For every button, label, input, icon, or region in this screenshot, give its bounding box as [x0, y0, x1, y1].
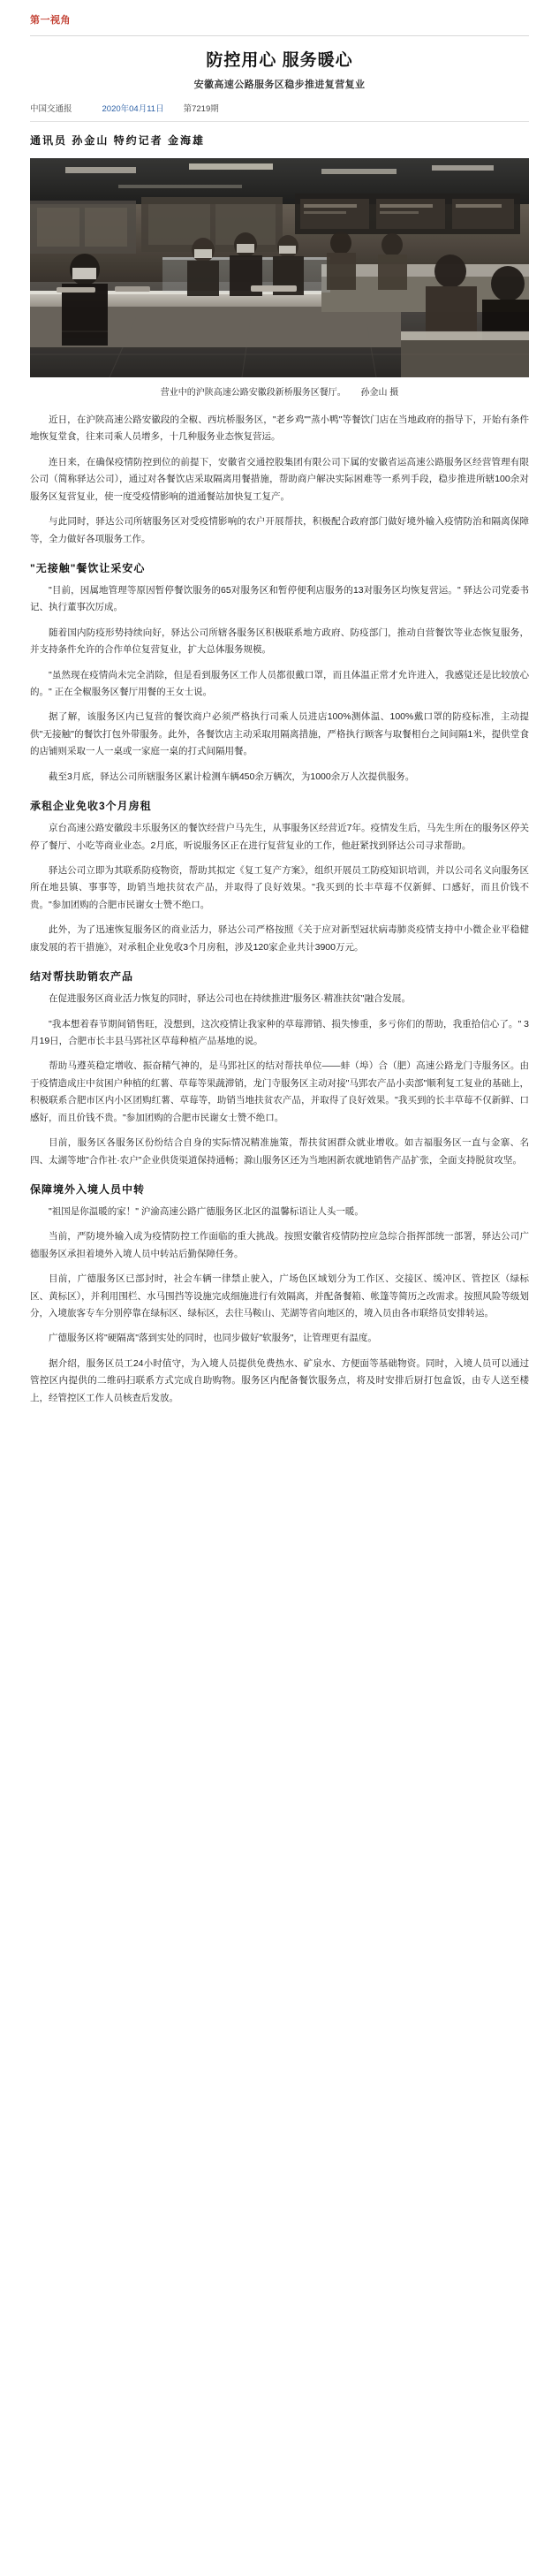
rent-waiver-paragraph-2: 驿达公司立即为其联系防疫物资，帮助其拟定《复工复产方案》，组织开展员工防疫知识培训，并以公司名义向服务区所在地县镇、事事等，助销当地扶贫农产品，并取得了良好效果。"我买到的长丰草莓不仅新鲜、口感好，而且价钱不贵。"参加团购的合肥市民谢女士赞不绝口。: [30, 865, 529, 910]
kicker-divider: [30, 35, 529, 36]
overseas-paragraph-4: 广德服务区将"硬隔离"落到实处的同时，也同步做好"软服务"，让管理更有温度。: [49, 1333, 377, 1344]
rent-waiver-paragraph-1: 京台高速公路安徽段丰乐服务区的餐饮经营户马先生，从事服务区经营近7年。疫情发生后，马先生所在的服务区停关停了餐厅、小吃等商业业态。2月底，听说服务区正在进行复营复业的工作，他赶紧找到驿达公司寻求帮助。: [30, 823, 529, 851]
poverty-aid-paragraph-2: "我本想着春节期间销售旺，没想到，这次疫情让我家种的草莓滞销、损失惨重，多亏你们的帮助，我重拾信心了。" 3月19日，合肥市长丰县马郢社区草莓种植产品基地的说。: [30, 1018, 529, 1046]
poverty-aid-paragraph-4: 目前，服务区各服务区份纷结合自身的实际情况精准施策，帮扶贫困群众就业增收。如吉福服务区一直与金寨、名四、太湖等地"合作社·农户"企业供货渠道保持通畅；滁山服务区还为当地困新农就地销售产品扩张，全面支持脱贫攻坚。: [30, 1137, 529, 1166]
lead-paragraph-3: 与此同时，驿达公司所辖服务区对受疫情影响的农户开展帮扶，积极配合政府部门做好境外输入疫情防治和隔离保障等，全力做好各项服务工作。: [30, 516, 529, 544]
lead-paragraph-1: 近日，在沪陕高速公路安徽段的全椒、西坑桥服务区，"老乡鸡""蒸小鸭"等餐饮门店在当地政府的指导下，开始有条件地恢复堂食，往来司乘人员增多，十几种服务业态恢复营运。: [30, 414, 529, 443]
contactless-paragraph-4: 据了解，该服务区内已复营的餐饮商户必须严格执行司乘人员进店100%测体温、100%戴口罩的防疫标准，主动提供"无接触"的餐饮打包外带服务。此外，各餐饮店主动采取用隔离措施，严格执行顾客与取餐相台之间间隔1米，提供堂食的店铺则采取一人一桌或一家庭一桌的打式间隔用餐。: [30, 711, 529, 757]
page-subtitle: 安徽高速公路服务区稳步推进复营复业: [193, 80, 366, 90]
contactless-paragraph-1: "目前，因属地管理等原因暂停餐饮服务的65对服务区和暂停便利店服务的13对服务区均恢复营运。" 驿达公司党委书记、执行董事次厉成。: [30, 584, 529, 613]
page-title: 防控用心 服务暖心: [206, 51, 353, 70]
overseas-paragraph-2: 当前，严防境外输入成为疫情防控工作面临的重大挑战。按照安徽省疫情防控应急综合指挥部统一部署，驿达公司广德服务区承担着境外入境人员中转站后勤保障任务。: [30, 1231, 529, 1259]
poverty-aid-paragraph-3: 帮助马遵英稳定增收、振奋精气神的，是马郢社区的结对帮扶单位——蚌（埠）合（肥）高速公路龙门寺服务区。由于疫情造成庄中贫困户种植的红薯、草莓等果蔬滞销，龙门寺服务区主动对接"马郢农产品小卖部"顺利复工复业的基础上，积极联系合肥市区内小区团购红薯、草莓等，助销当地扶贫农产品，并取得了良好效果。"我买到的长丰草莓不仅新鲜、口感好，而且价钱不贵。"参加团购的合肥市民谢女士赞不绝口。: [30, 1060, 529, 1123]
article-photo-wrapper: [30, 158, 529, 377]
byline: 通讯员 孙金山 特约记者 金海雄: [30, 134, 206, 147]
restaurant-photo: [30, 158, 529, 377]
section-title-overseas-transfer: 保障境外入境人员中转: [30, 1182, 146, 1196]
kicker-label: 第一视角: [30, 15, 71, 26]
section-title-rent-waiver: 承租企业免收3个月房租: [30, 800, 152, 813]
contactless-paragraph-3: "虽然现在疫情尚未完全消除，但是看到服务区工作人员都很戴口罩，而且体温正常才允许进入，我感觉还是比较放心的。" 正在全椒服务区餐厅用餐的王女士说。: [30, 669, 529, 698]
lead-paragraph-2: 连日来，在确保疫情防控到位的前提下，安徽省交通控股集团有限公司下属的安徽省运高速公路服务区经营管理有限公司（简称驿达公司），通过对各餐饮店采取隔离用餐措施，帮助商户解决实际困难等一系列手段，稳步推进所辖100余对服务区复营复业，使一度受疫情影响的道通餐站加快复工复产。: [30, 456, 529, 502]
contactless-paragraph-5: 截至3月底，驿达公司所辖服务区累计检测车辆450余万辆次，为1000余万人次提供服务。: [49, 771, 415, 782]
poverty-aid-paragraph-1: 在促进服务区商业活力恢复的同时，驿达公司也在持续推进"服务区·精准扶贫"融合发展。: [49, 993, 411, 1005]
rent-waiver-paragraph-3: 此外，为了迅速恢复服务区的商业活力，驿达公司严格按照《关于应对新型冠状病毒肺炎疫情支持中小微企业平稳健康发展的若干措施》，对承租企业免收3个月房租，涉及120家企业共计3900万元。: [30, 924, 529, 953]
overseas-paragraph-3: 目前，广德服务区已部封时，社会车辆一律禁止驶入，广场色区域划分为工作区、交接区、缓冲区、管控区（绿标区、黄标区），并利用围栏、水马围挡等设施完成细施进行有效隔离，并配备餐箱、帐篷等简历之改需求。按照风险等级划分，入境旅客专车分别停靠在绿标区、绿标区，去往马鞍山、芜湖等省向地区的，境入员由各市联络员安排转运。: [30, 1273, 529, 1319]
contactless-paragraph-2: 随着国内防疫形势持续向好，驿达公司所辖各服务区积极联系地方政府、防疫部门，推动自营餐饮等业态恢复服务，并支持条件允许的合作单位复营复业，扩大总体服务规模。: [30, 627, 529, 656]
publish-date: 2020年04月11日: [102, 104, 164, 114]
overseas-paragraph-5: 据介绍，服务区员工24小时值守，为入境人员提供免费热水、矿泉水、方便面等基础物资。同时，入境人员可以通过管控区内提供的二维码扫联系方式完成自助购物。服务区内配备餐饮服务点，将及时安排后厨打包盒饭，由专人送至楼上，经管控区工作人员核查后发放。: [30, 1357, 529, 1403]
photo-credit: 孙金山 摄: [360, 388, 399, 398]
issue-number: 第7219期: [183, 104, 219, 114]
section-title-contactless: "无接触"餐饮让采安心: [30, 561, 146, 574]
photo-caption: [30, 386, 529, 399]
caption-text: 营业中的沪陕高速公路安徽段新桥服务区餐厅。: [160, 388, 346, 398]
section-title-poverty-aid: 结对帮扶助销农产品: [30, 970, 134, 984]
source-name: 中国交通报: [30, 104, 72, 114]
article-meta: [30, 102, 529, 122]
overseas-paragraph-1: "祖国是你温暖的家！" 沪渝高速公路广德服务区北区的温馨标语让人头一暖。: [49, 1205, 364, 1217]
